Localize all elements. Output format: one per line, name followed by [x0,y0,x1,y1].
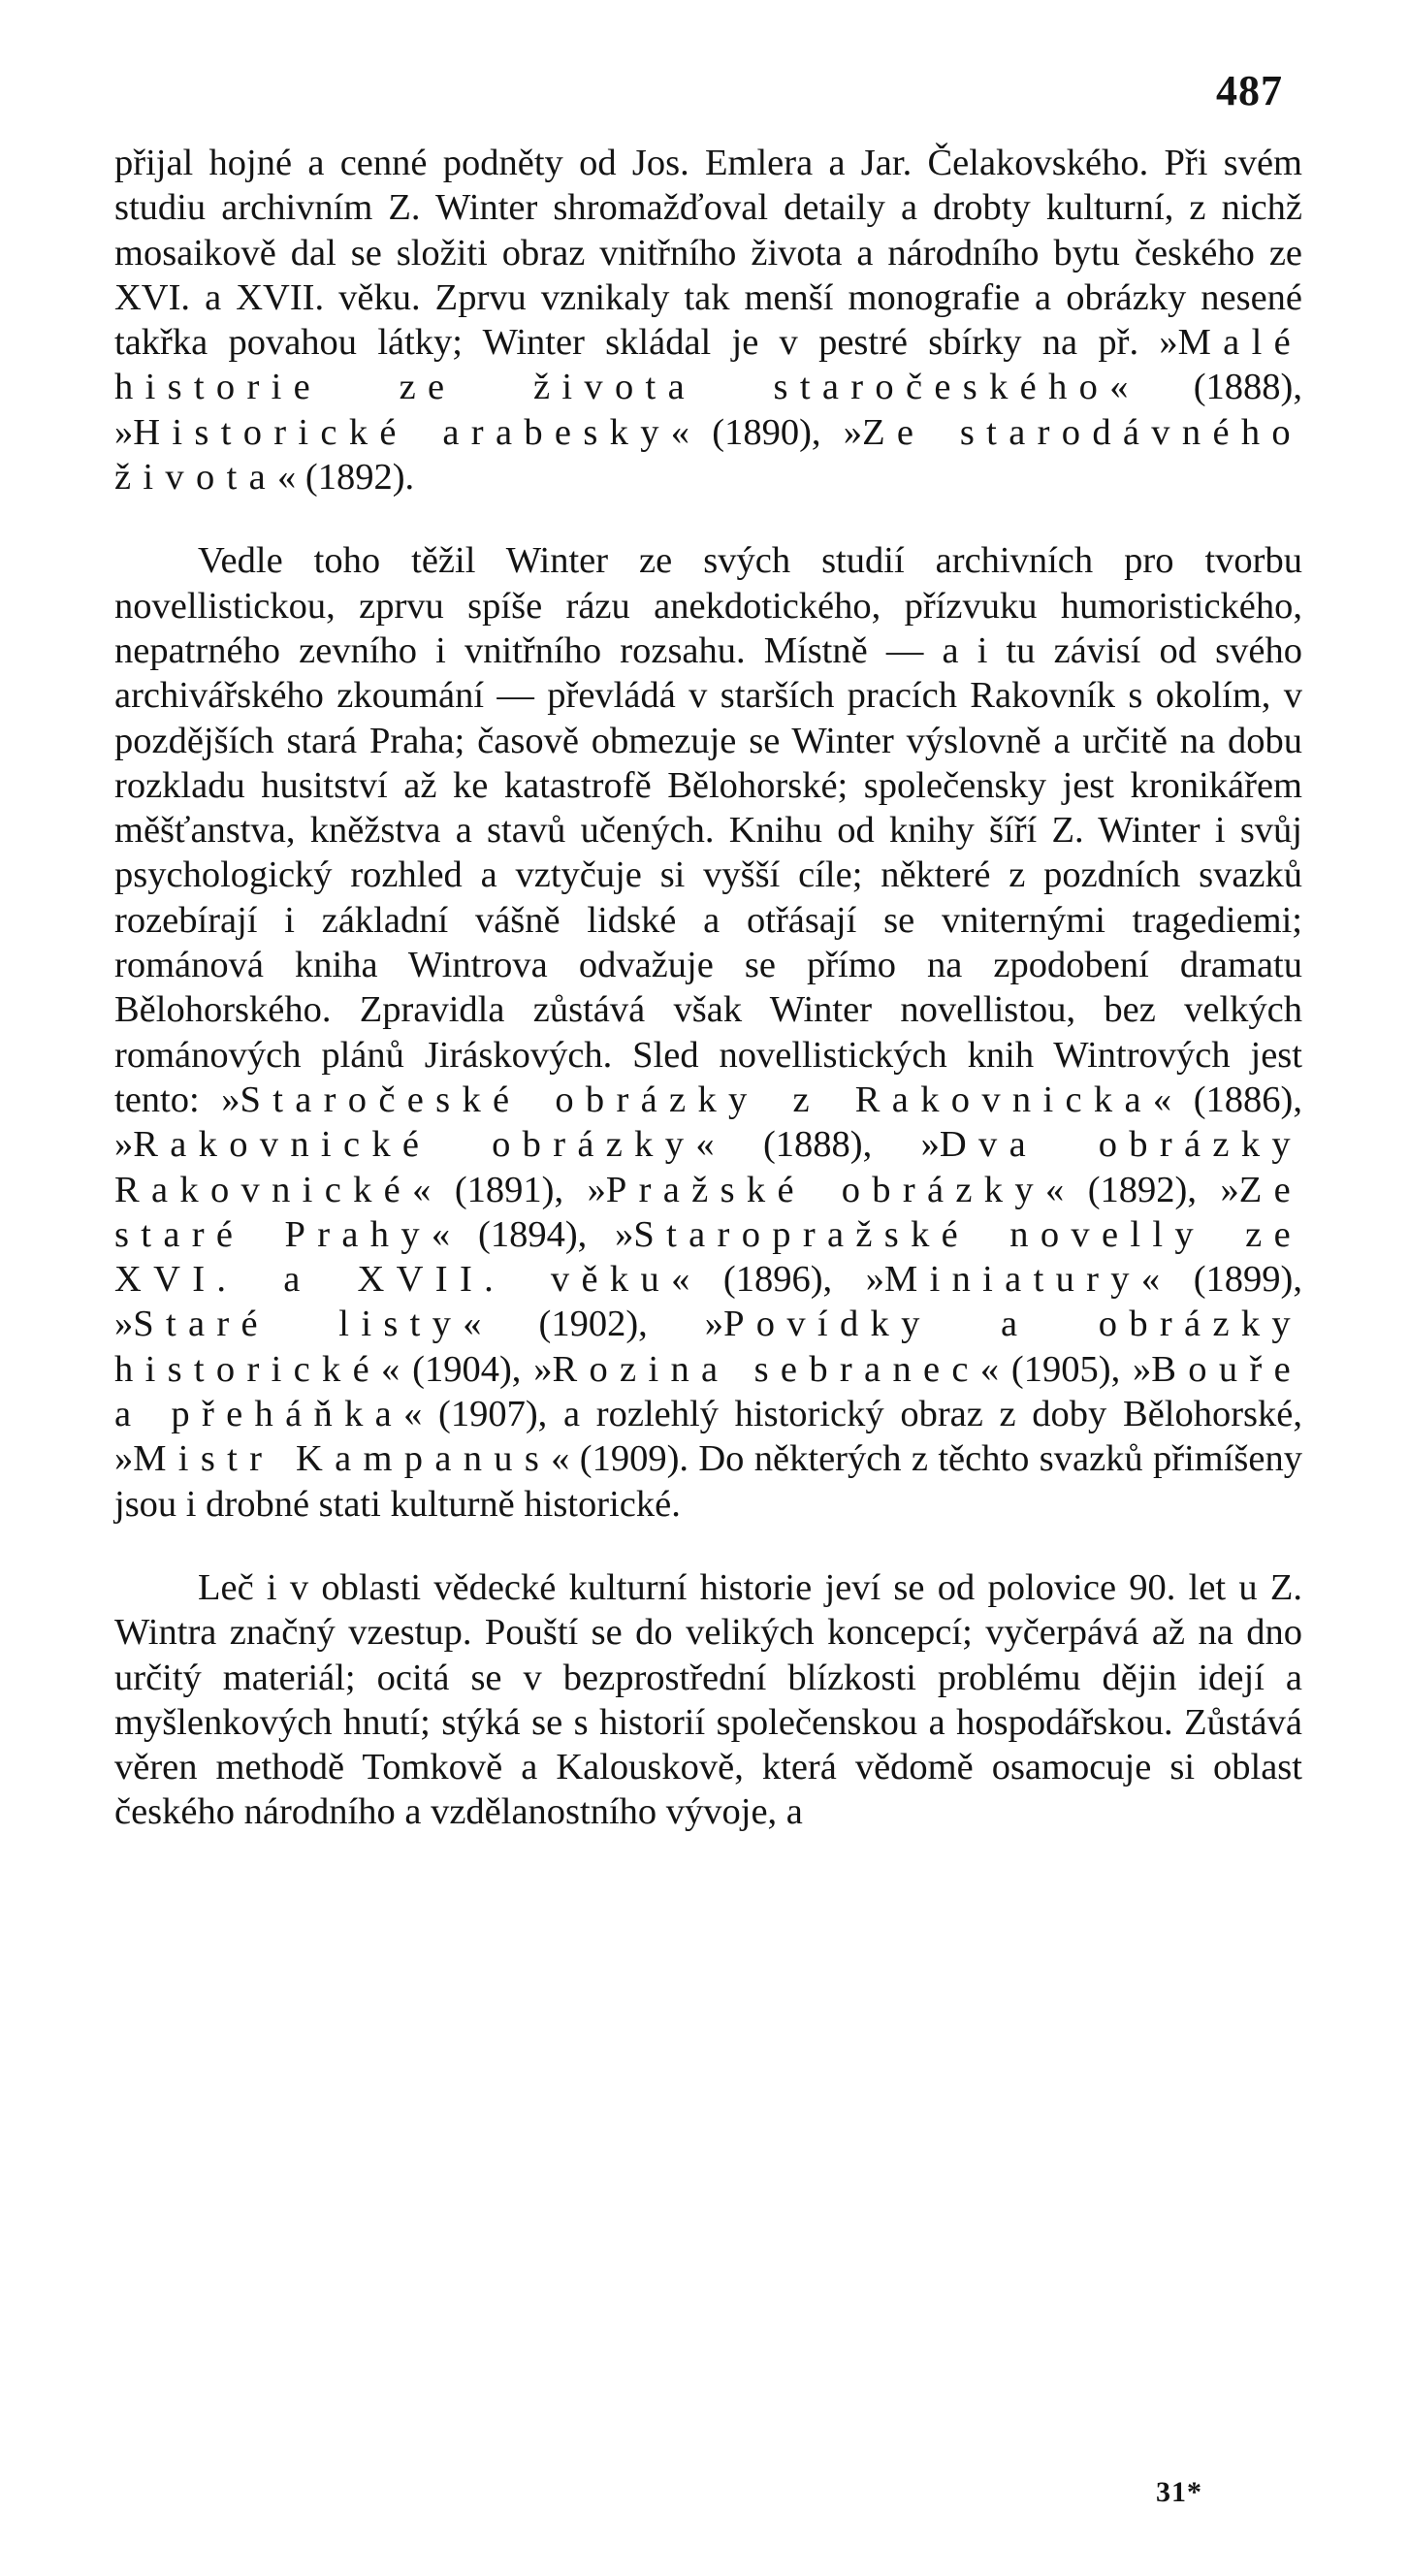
text-run: « (1909). Do některých z těchto svazků přimíšeny jsou i drobné stati kulturně historické. [114,1438,1302,1525]
text-run: « (1904), » [381,1348,553,1390]
title-reference: Staré listy [133,1304,464,1345]
text-run: « (1899), » [114,1259,1302,1345]
title-reference: Malé historie ze života staročeského [114,322,1302,408]
text-run: přijal hojné a cenné podněty od Jos. Emlera a Jar. Čelakovského. Při svém studiu archivním Z. Winter shromažďoval detaily a drobty kulturní, z nichž mosaikově dal se složiti obraz vnitřního života a národního bytu českého ze XVI. a XVII. věku. Zprvu vznikaly tak menší monografie a obrázky nesené takřka povahou látky; Winter skládal je v pestré sbírky na př. » [114,143,1302,364]
text-run: « (1892), » [1044,1169,1239,1210]
text-run: Leč i v oblasti vědecké kulturní historie jeví se od polovice 90. let u Z. Wintra značný vzestup. Pouští se do velikých koncepcí; vyčerpává až na dno určitý materiál; ocitá se v bezprostřední blízkosti problému dějin idejí a myšlenkových hnutí; stýká se s historií společenskou a hospodářskou. Zůstává věren methodě Tomkově a Kalouskově, která vědomě osamocuje si oblast českého národního a vzdělanostního vývoje, a [114,1566,1302,1833]
title-reference: Mistr Kampanus [133,1438,552,1480]
text-run: Vedle toho těžil Winter ze svých studií archivních pro tvorbu novellistickou, zprvu spíše rázu anekdotického, přízvuku humoristického, nepatrného zevního i vnitřního rozsahu. Místně — a i tu závisí od svého archivářského zkoumání — převládá v starších pracích Rakovník s okolím, v pozdějších stará Praha; časově obmezuje se Winter výslovně a určitě na dobu rozkladu husitství až ke katastrofě Bělohorské; společensky jest kronikářem měšťanstva, kněžstva a stavů učených. Knihu od knihy šíří Z. Winter i svůj psychologický rozhled a vztyčuje si vyšší cíle; některé z pozdních svazků rozebírají i základní vášně lidské a otřásají se vniternými tragediemi; románová kniha Wintrova odvažuje se přímo na zpodobení dramatu Bělohorského. Zpravidla zůstává však Winter novellistou, bez velkých románových plánů Jiráskových. Sled novellistických knih Wintrových jest tento: » [114,540,1302,1120]
paragraph-2 [114,538,1302,1527]
paragraph-3 [114,1565,1302,1835]
title-reference: Rozina sebranec [552,1348,980,1390]
text-run: « (1886), » [114,1079,1302,1166]
text-run: « (1905), » [979,1348,1152,1390]
text-run: « (1896), » [671,1259,885,1301]
text-run: « (1902), » [463,1304,724,1345]
text-run: « (1892). [277,457,415,499]
text-run: « (1894), » [431,1213,634,1255]
text-run: « (1888), » [114,367,1302,453]
signature-mark: 31* [1156,2476,1202,2508]
title-reference: Povídky a obrázky historické [114,1304,1302,1390]
title-reference: Bouře a přeháňka [114,1348,1302,1435]
title-reference: Staropražské novelly ze XVI. a XVII. věku [114,1213,1302,1301]
title-reference: Staročeské obrázky z Rakovnicka [240,1079,1153,1120]
title-reference: Ze starodávného života [114,411,1302,499]
text-run: « (1888), » [695,1124,940,1166]
title-reference: Dva obrázky Rakovnické [114,1124,1302,1210]
title-reference: Historické arabesky [133,411,671,453]
body-text [114,141,1302,1835]
title-reference: Miniatury [884,1259,1141,1301]
title-reference: Rakovnické obrázky [133,1124,696,1166]
text-run: « (1891), » [412,1169,606,1210]
title-reference: Ze staré Prahy [114,1169,1302,1255]
text-run: « (1907), a rozlehlý historický obraz z doby Bělohorské, » [114,1394,1302,1480]
text-run: « (1890), » [670,411,863,453]
paragraph-1 [114,141,1302,499]
page-number: 487 [1216,67,1283,114]
title-reference: Pražské obrázky [605,1169,1045,1210]
